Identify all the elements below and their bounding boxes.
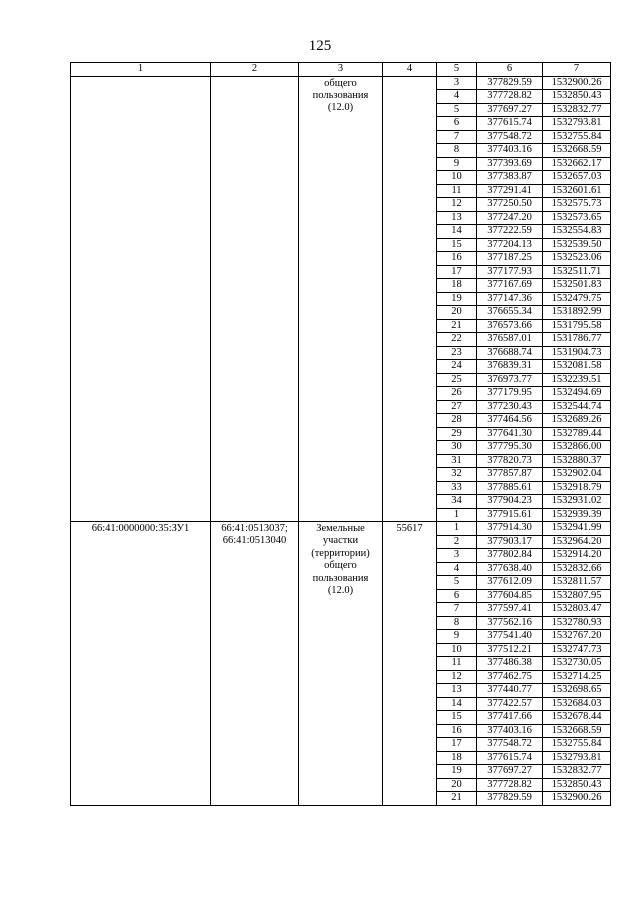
coordinate-x: 377291.41	[477, 184, 543, 198]
point-number: 6	[437, 117, 477, 131]
coordinate-y: 1532755.84	[543, 130, 611, 144]
coordinate-y: 1532601.61	[543, 184, 611, 198]
coordinate-y: 1532523.06	[543, 252, 611, 266]
point-number: 26	[437, 387, 477, 401]
coordinate-y: 1532544.74	[543, 400, 611, 414]
coordinate-y: 1531786.77	[543, 333, 611, 347]
header-cell-6: 6	[477, 63, 543, 77]
point-number: 8	[437, 616, 477, 630]
coordinate-y: 1532880.37	[543, 454, 611, 468]
coordinate-y: 1532501.83	[543, 279, 611, 293]
coordinate-y: 1532900.26	[543, 76, 611, 90]
coordinate-y: 1532914.20	[543, 549, 611, 563]
coordinate-x: 377247.20	[477, 211, 543, 225]
point-number: 11	[437, 657, 477, 671]
coordinate-y: 1532081.58	[543, 360, 611, 374]
coordinate-y: 1532807.95	[543, 589, 611, 603]
point-number: 11	[437, 184, 477, 198]
coordinate-x: 377204.13	[477, 238, 543, 252]
coordinate-x: 377597.41	[477, 603, 543, 617]
coordinate-x: 377820.73	[477, 454, 543, 468]
point-number: 31	[437, 454, 477, 468]
coordinate-x: 377857.87	[477, 468, 543, 482]
coordinate-y: 1531892.99	[543, 306, 611, 320]
point-number: 2	[437, 535, 477, 549]
point-number: 9	[437, 157, 477, 171]
coordinate-x: 377885.61	[477, 481, 543, 495]
coordinate-y: 1532939.39	[543, 508, 611, 522]
header-cell-1: 1	[71, 63, 211, 77]
coordinate-y: 1532850.43	[543, 778, 611, 792]
coordinate-x: 377638.40	[477, 562, 543, 576]
coordinate-x: 377250.50	[477, 198, 543, 212]
table-row	[71, 76, 611, 90]
point-number: 1	[437, 508, 477, 522]
coordinate-y: 1532554.83	[543, 225, 611, 239]
coordinate-x: 377486.38	[477, 657, 543, 671]
coordinate-x: 377728.82	[477, 778, 543, 792]
coordinate-y: 1532964.20	[543, 535, 611, 549]
point-number: 15	[437, 238, 477, 252]
point-number: 32	[437, 468, 477, 482]
coordinate-x: 377548.72	[477, 738, 543, 752]
coordinate-x: 376655.34	[477, 306, 543, 320]
point-number: 5	[437, 103, 477, 117]
point-number: 10	[437, 643, 477, 657]
coordinate-x: 377728.82	[477, 90, 543, 104]
point-number: 28	[437, 414, 477, 428]
point-number: 12	[437, 198, 477, 212]
coordinate-y: 1532902.04	[543, 468, 611, 482]
point-number: 1	[437, 522, 477, 536]
coordinate-y: 1532811.57	[543, 576, 611, 590]
coordinate-x: 377167.69	[477, 279, 543, 293]
point-number: 7	[437, 130, 477, 144]
coordinate-x: 377541.40	[477, 630, 543, 644]
coordinate-y: 1532575.73	[543, 198, 611, 212]
point-number: 19	[437, 765, 477, 779]
point-number: 9	[437, 630, 477, 644]
coordinate-x: 377829.59	[477, 792, 543, 806]
point-number: 34	[437, 495, 477, 509]
coordinate-x: 377802.84	[477, 549, 543, 563]
coordinate-y: 1532657.03	[543, 171, 611, 185]
table-body	[71, 63, 611, 806]
coordinate-x: 376573.66	[477, 319, 543, 333]
coordinate-x: 377462.75	[477, 670, 543, 684]
coordinate-y: 1532789.44	[543, 427, 611, 441]
coordinate-y: 1532832.77	[543, 103, 611, 117]
point-number: 14	[437, 225, 477, 239]
coordinate-x: 377562.16	[477, 616, 543, 630]
coordinate-y: 1532684.03	[543, 697, 611, 711]
coordinate-x: 377187.25	[477, 252, 543, 266]
coordinate-y: 1532931.02	[543, 495, 611, 509]
coordinate-x: 377829.59	[477, 76, 543, 90]
object-cell-2: 66:41:0513037; 66:41:0513040	[211, 522, 299, 806]
coordinate-y: 1532573.65	[543, 211, 611, 225]
coordinate-y: 1532689.26	[543, 414, 611, 428]
coordinate-y: 1532714.25	[543, 670, 611, 684]
coordinate-y: 1532803.47	[543, 603, 611, 617]
point-number: 17	[437, 265, 477, 279]
point-number: 13	[437, 684, 477, 698]
coordinate-y: 1532767.20	[543, 630, 611, 644]
coordinate-x: 377417.66	[477, 711, 543, 725]
point-number: 5	[437, 576, 477, 590]
point-number: 19	[437, 292, 477, 306]
point-number: 24	[437, 360, 477, 374]
coordinate-y: 1532539.50	[543, 238, 611, 252]
object-cell-1	[71, 76, 211, 522]
coordinate-y: 1532793.81	[543, 751, 611, 765]
coordinate-x: 377177.93	[477, 265, 543, 279]
coordinate-x: 377222.59	[477, 225, 543, 239]
coordinate-x: 376973.77	[477, 373, 543, 387]
header-cell-2: 2	[211, 63, 299, 77]
coordinate-y: 1531904.73	[543, 346, 611, 360]
coordinate-x: 377904.23	[477, 495, 543, 509]
coordinate-x: 377147.36	[477, 292, 543, 306]
point-number: 20	[437, 778, 477, 792]
coordinate-x: 377393.69	[477, 157, 543, 171]
coordinate-y: 1532511.71	[543, 265, 611, 279]
coordinate-x: 377615.74	[477, 117, 543, 131]
object-cell-3: Земельные участки (территории) общего пользования (12.0)	[299, 522, 383, 806]
coordinate-y: 1532866.00	[543, 441, 611, 455]
coordinate-y: 1532780.93	[543, 616, 611, 630]
coordinate-x: 377641.30	[477, 427, 543, 441]
coordinate-x: 377512.21	[477, 643, 543, 657]
coordinate-x: 377697.27	[477, 765, 543, 779]
point-number: 15	[437, 711, 477, 725]
coordinate-x: 377915.61	[477, 508, 543, 522]
coordinate-y: 1531795.58	[543, 319, 611, 333]
coordinate-x: 377403.16	[477, 724, 543, 738]
coordinate-x: 377795.30	[477, 441, 543, 455]
point-number: 22	[437, 333, 477, 347]
point-number: 14	[437, 697, 477, 711]
point-number: 30	[437, 441, 477, 455]
coordinate-x: 376587.01	[477, 333, 543, 347]
object-cell-4	[383, 76, 437, 522]
coordinate-x: 377604.85	[477, 589, 543, 603]
page-number: 125	[308, 38, 332, 54]
coordinate-x: 377903.17	[477, 535, 543, 549]
object-cell-3: общего пользования (12.0)	[299, 76, 383, 522]
coordinate-x: 377230.43	[477, 400, 543, 414]
point-number: 21	[437, 792, 477, 806]
coordinate-y: 1532239.51	[543, 373, 611, 387]
header-row	[71, 63, 611, 77]
point-number: 20	[437, 306, 477, 320]
coordinate-y: 1532668.59	[543, 144, 611, 158]
point-number: 13	[437, 211, 477, 225]
point-number: 6	[437, 589, 477, 603]
object-cell-4: 55617	[383, 522, 437, 806]
point-number: 27	[437, 400, 477, 414]
coordinate-x: 376839.31	[477, 360, 543, 374]
coordinate-y: 1532832.66	[543, 562, 611, 576]
object-cell-1: 66:41:0000000:35:ЗУ1	[71, 522, 211, 806]
header-cell-4: 4	[383, 63, 437, 77]
coordinate-x: 377179.95	[477, 387, 543, 401]
coordinate-x: 377383.87	[477, 171, 543, 185]
coordinate-y: 1532698.65	[543, 684, 611, 698]
table-row	[71, 522, 611, 536]
point-number: 4	[437, 90, 477, 104]
coordinate-y: 1532479.75	[543, 292, 611, 306]
coordinate-y: 1532793.81	[543, 117, 611, 131]
point-number: 3	[437, 549, 477, 563]
point-number: 25	[437, 373, 477, 387]
point-number: 8	[437, 144, 477, 158]
coordinate-y: 1532832.77	[543, 765, 611, 779]
coordinate-x: 377612.09	[477, 576, 543, 590]
coordinate-x: 377422.57	[477, 697, 543, 711]
coordinate-x: 377403.16	[477, 144, 543, 158]
point-number: 18	[437, 279, 477, 293]
point-number: 3	[437, 76, 477, 90]
coordinate-x: 377548.72	[477, 130, 543, 144]
coordinate-x: 376688.74	[477, 346, 543, 360]
coordinate-y: 1532747.73	[543, 643, 611, 657]
point-number: 23	[437, 346, 477, 360]
coordinate-y: 1532494.69	[543, 387, 611, 401]
point-number: 29	[437, 427, 477, 441]
coordinate-x: 377440.77	[477, 684, 543, 698]
header-cell-3: 3	[299, 63, 383, 77]
point-number: 12	[437, 670, 477, 684]
object-cell-2	[211, 76, 299, 522]
coordinate-y: 1532918.79	[543, 481, 611, 495]
coordinate-y: 1532850.43	[543, 90, 611, 104]
point-number: 33	[437, 481, 477, 495]
coordinate-x: 377914.30	[477, 522, 543, 536]
coordinate-y: 1532900.26	[543, 792, 611, 806]
point-number: 16	[437, 724, 477, 738]
point-number: 7	[437, 603, 477, 617]
header-cell-5: 5	[437, 63, 477, 77]
coordinate-y: 1532755.84	[543, 738, 611, 752]
header-cell-7: 7	[543, 63, 611, 77]
point-number: 16	[437, 252, 477, 266]
coordinates-table	[70, 62, 611, 806]
coordinate-y: 1532941.99	[543, 522, 611, 536]
coordinate-y: 1532730.05	[543, 657, 611, 671]
point-number: 18	[437, 751, 477, 765]
coordinate-x: 377615.74	[477, 751, 543, 765]
coordinate-y: 1532668.59	[543, 724, 611, 738]
point-number: 17	[437, 738, 477, 752]
coordinate-x: 377697.27	[477, 103, 543, 117]
point-number: 21	[437, 319, 477, 333]
point-number: 4	[437, 562, 477, 576]
coordinate-y: 1532662.17	[543, 157, 611, 171]
point-number: 10	[437, 171, 477, 185]
coordinate-x: 377464.56	[477, 414, 543, 428]
coordinate-y: 1532678.44	[543, 711, 611, 725]
